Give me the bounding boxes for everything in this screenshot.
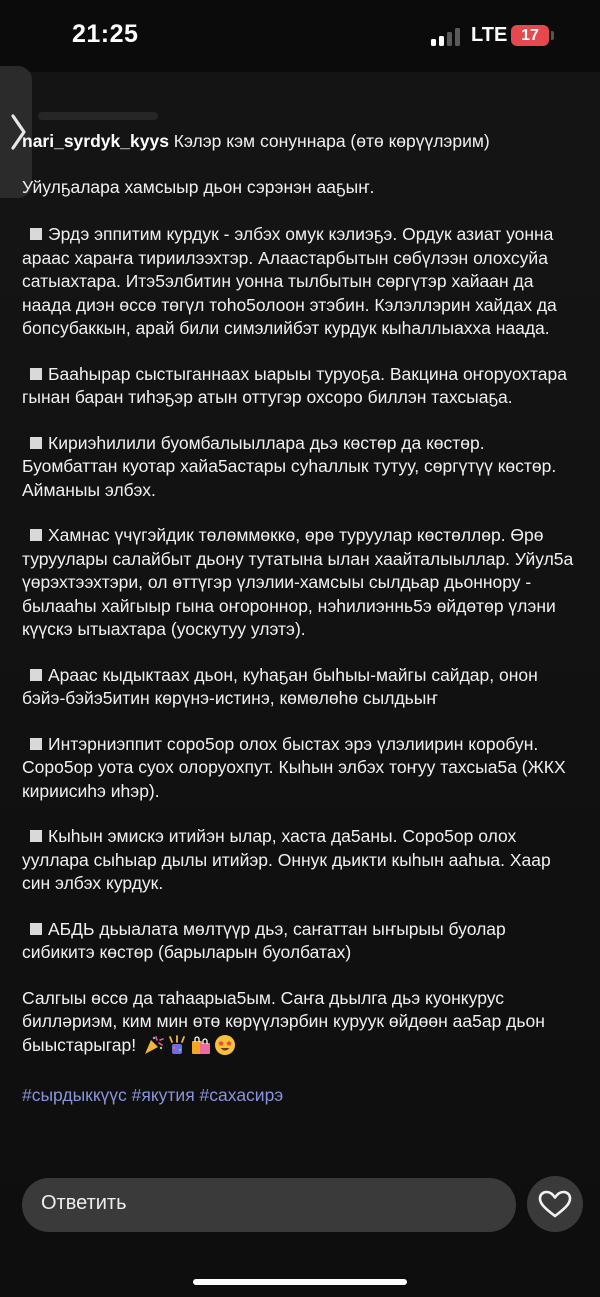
list-item	[22, 524, 582, 642]
heart-icon	[527, 1176, 583, 1232]
caption-header	[22, 130, 582, 154]
post-caption	[22, 130, 582, 1108]
list-item-text: Кириэhилили буомбалыыллара дьэ көстөр да көстөр. Буомбаттан куотар хайа5астары суhаллык тутуу, сөргүтүү көстөр. Айманыы элбэх.	[22, 432, 557, 500]
confetti-emoji	[166, 1034, 188, 1056]
list-item	[22, 363, 582, 410]
status-time: 21:25	[72, 20, 139, 48]
battery-icon: 17	[511, 25, 549, 46]
caption-outro-text: Салгыы өссө да таhаарыа5ым. Саҥа дьылга дьэ куонкурус билләриэм, ким мин өтө көрүүлэрбин куруук өйдөөн аа5ар дьон быыстарыгар!	[22, 987, 545, 1055]
caption-intro: Уйулҕалара хамсыыр дьон сэрэнэн ааҕыҥ.	[22, 176, 375, 197]
list-item-text: Бааhырар сыстыганнаах ыарыы туруоҕа. Вакцина оҥоруохтара гынан баран тиhэҕэр атын оттугэр охсоро биллэн тахсыаҕа.	[22, 363, 567, 407]
shopping-bags-emoji	[190, 1034, 212, 1056]
list-item	[22, 432, 582, 503]
list-item-text: АБДЬ дьыалата мөлтүүр дьэ, саҥаттан ыҥырыы буолар сибикитэ көстөр (барыларын буолбатах)	[22, 918, 506, 962]
list-item-text: Араас кыдыктаах дьон, куhаҕан быhыы-майгы сайдар, онон бэйэ-бэйэ5итин көрүнэ-истинэ, көмөлөhө сылдьыҥ	[22, 664, 538, 708]
bullet-square-icon	[30, 228, 42, 240]
caption-outro	[22, 987, 582, 1063]
list-item-text: Кыhын эмискэ итийэн ылар, хаста да5аны. Соро5ор олох ууллара сыhыар дылы итийэр. Оннук дьикти кыhын ааhыа. Хаар син элбэх курдук.	[22, 826, 551, 893]
caption-headline: Кэлэр кэм сонуннара (өтө көрүүлэрим)	[173, 131, 490, 151]
list-item	[22, 825, 582, 896]
bullet-square-icon	[30, 830, 42, 842]
bullet-square-icon	[30, 529, 42, 541]
star-struck-emoji	[214, 1034, 236, 1056]
list-item-text: Эрдэ эппитим курдук - элбэх омук кэлиэҕэ. Ордук азиат уонна араас хараҥа тириилээхтэр. Алаастарбытын сөбүлээн олохсуйа сатыахтара. Итэ5элбитин уонна тылбытын сөргүтэр хайаан да наада диэн өссө төгүл тоhо5олоон этэбин. Кэлэллэрин хайдах да бопсубаккын, арай били симэлийбэт курдук кыhаллыахха наада.	[22, 224, 557, 338]
home-indicator[interactable]	[193, 1279, 407, 1285]
list-item	[22, 664, 582, 711]
bullet-square-icon	[30, 923, 42, 935]
bullet-square-icon	[30, 738, 42, 750]
list-item-text: Интэрниэппит соро5ор олох быстах эрэ үлэлиирин коробун. Соро5ор уота суох олоруохпут. Кыhын элбэх тоҥуу тахсыа5а (ЖКХ кириисиhэ иhэр).	[22, 733, 566, 801]
bullet-square-icon	[30, 437, 42, 449]
author-username[interactable]: nari_syrdyk_kyys	[22, 131, 169, 151]
like-button[interactable]	[527, 1176, 583, 1232]
reply-placeholder: Ответить	[41, 1192, 127, 1214]
bullet-square-icon	[30, 368, 42, 380]
battery-cap	[551, 31, 554, 40]
status-bar	[0, 0, 600, 72]
party-popper-emoji	[142, 1034, 164, 1056]
network-type: LTE	[471, 24, 508, 46]
emoji-strip	[142, 1034, 238, 1063]
list-item	[22, 733, 582, 804]
cellular-signal-icon	[431, 28, 465, 46]
hashtag-links[interactable]: #сырдыккүүс #якутия #сахасирэ	[22, 1085, 284, 1105]
bullet-square-icon	[30, 669, 42, 681]
reply-input[interactable]	[22, 1178, 516, 1232]
list-item	[22, 223, 582, 341]
list-item-text: Хамнас үчүгэйдик төлөммөккө, өрө туруулар көстөллөр. Өрө туруулары салайбыт дьону тутатына ылан хаайталыыллар. Уйул5а үөрэхтээхтэри, ол өттүгэр үлэлии-хамсыы сылдьар дьоннору - былааhы хайгыыр гына оҥороннор, нэhилиэннь5э өйдөтөр үлэни күүскэ ытыахтара (уоскутуу улэтэ).	[22, 525, 574, 639]
list-item	[22, 918, 582, 965]
faded-text-line	[38, 112, 158, 120]
